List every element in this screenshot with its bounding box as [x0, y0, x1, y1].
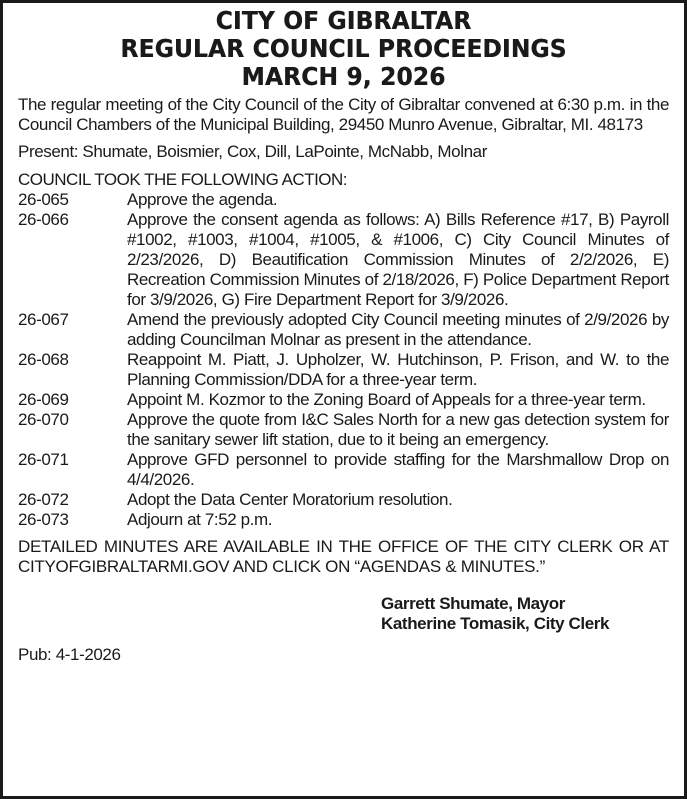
action-number: 26-067 [18, 310, 69, 329]
title-date: MARCH 9, 2026 [241, 62, 446, 91]
action-number: 26-066 [18, 210, 69, 229]
action-item [18, 190, 669, 210]
present-members: Present: Shumate, Boismier, Cox, Dill, LaPointe, McNabb, Molnar [18, 142, 487, 161]
intro-paragraph: The regular meeting of the City Council of the City of Gibraltar convened at 6:30 p.m. in the Council Chambers of the Municipal Building, 29450 Munro Avenue, Gibraltar, MI. 48173 [18, 95, 669, 134]
action-item [18, 350, 669, 390]
action-item [18, 210, 669, 310]
action-number: 26-070 [18, 410, 69, 429]
action-number: 26-069 [18, 390, 69, 409]
title-city: CITY OF GIBRALTAR [215, 6, 472, 35]
mayor-signature: Garrett Shumate, Mayor [381, 594, 565, 613]
action-text: Approve the consent agenda as follows: A) Bills Reference #17, B) Payroll #1002, #1003, #1004, #1005, & #1006, C) City Council Minutes of 2/23/2026, D) Beautification Commission Minutes of 2/2/2026, E) Recreation Commission Minutes of 2/18/2026, F) Police Department Report for 3/9/2026, G) Fire Department Report for 3/9/2026. [127, 210, 669, 309]
action-heading: COUNCIL TOOK THE FOLLOWING ACTION: [18, 170, 348, 189]
signature-block [381, 594, 669, 634]
action-text: Approve the quote from I&C Sales North for a new gas detection system for the sanitary sewer lift station, due to it being an emergency. [127, 410, 669, 449]
action-item [18, 510, 669, 530]
action-text: Approve GFD personnel to provide staffing for the Marshmallow Drop on 4/4/2026. [127, 450, 669, 489]
action-number: 26-065 [18, 190, 69, 209]
action-item [18, 450, 669, 490]
clerk-signature: Katherine Tomasik, City Clerk [381, 614, 610, 633]
publication-date: Pub: 4-1-2026 [18, 645, 121, 664]
action-item [18, 310, 669, 350]
title-proceedings: REGULAR COUNCIL PROCEEDINGS [120, 34, 567, 63]
action-text: Reappoint M. Piatt, J. Upholzer, W. Hutchinson, P. Frison, and W. to the Planning Commission/DDA for a three-year term. [127, 350, 669, 389]
action-list [18, 190, 669, 530]
action-text: Amend the previously adopted City Council meeting minutes of 2/9/2026 by adding Councilman Molnar as present in the attendance. [127, 310, 669, 349]
action-text: Adjourn at 7:52 p.m. [127, 510, 273, 529]
action-item [18, 490, 669, 510]
action-number: 26-071 [18, 450, 69, 469]
action-number: 26-073 [18, 510, 69, 529]
action-number: 26-068 [18, 350, 69, 369]
notice-title [41, 7, 646, 91]
action-item [18, 410, 669, 450]
action-text: Appoint M. Kozmor to the Zoning Board of Appeals for a three-year term. [127, 390, 646, 409]
action-number: 26-072 [18, 490, 69, 509]
action-item [18, 390, 669, 410]
action-text: Adopt the Data Center Moratorium resolution. [127, 490, 453, 509]
action-text: Approve the agenda. [127, 190, 278, 209]
detailed-minutes-notice: DETAILED MINUTES ARE AVAILABLE IN THE OFFICE OF THE CITY CLERK OR AT CITYOFGIBRALTARMI.GOV AND CLICK ON “AGENDAS & MINUTES.” [18, 537, 669, 576]
